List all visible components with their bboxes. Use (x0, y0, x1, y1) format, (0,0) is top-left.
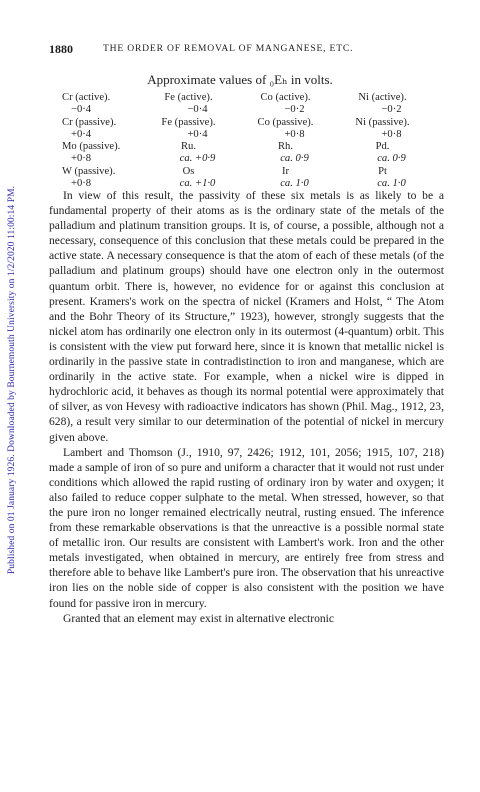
table-cell: +0·4 (187, 128, 208, 140)
table-cell: W (passive). (62, 165, 116, 177)
table-row (62, 92, 452, 104)
table-cell: +0·4 (71, 128, 92, 140)
table-row (62, 129, 452, 141)
table-cell: Pd. (375, 141, 390, 153)
table-cell: Rh. (277, 141, 293, 153)
paragraph: Granted that an element may exist in alternative electronic (63, 611, 335, 625)
table-cell: ca. 0·9 (377, 153, 406, 165)
table-cell: Os (182, 165, 195, 177)
table-cell: +0·8 (71, 178, 92, 190)
download-watermark-text: Published on 01 January 1926. Downloaded by Bournemouth University on 1/2/2020 11:00:14 PM. (7, 185, 17, 575)
table-cell: Cr (active). (62, 92, 111, 103)
running-title: THE ORDER OF REMOVAL OF MANGANESE, ETC. (103, 43, 354, 54)
table-cell: Mo (passive). (62, 141, 121, 153)
table-row (62, 153, 452, 165)
table-row (62, 166, 452, 178)
table-cell: −0·4 (187, 104, 208, 116)
paragraph: Lambert and Thomson (J., 1910, 97, 2426; 1912, 101, 2056; 1915, 107, 218) made a sample of iron of so pure and uniform a character that it would not rust under conditions which allowed the rapid rusting of ordinary iron by water and oxygen; it also failed to reduce copper sulphate to the metal. When stressed, however, so that the pure iron no longer remained electrically neutral, rusting ensued. The inference from these remarkable observations is that the unreactive is a possible normal state of metallic iron. Our results are consistent with Lambert's work. Iron and the other metals investigated, when obtained in mercury, are entirely free from stress and therefore able to behave like Lambert's pure iron. The observation that his unreactive iron lies on the noble side of copper is also consistent with the position we have found for passive iron in mercury. (49, 445, 444, 610)
table-cell: Fe (passive). (161, 116, 216, 128)
table-cell: ca. +0·9 (179, 153, 216, 165)
table-cell: −0·4 (71, 104, 92, 116)
table-cell: −0·2 (284, 104, 305, 116)
table-cell: Co (passive). (257, 116, 314, 128)
table-cell: Ni (passive). (355, 116, 410, 128)
potential-table (62, 92, 452, 190)
table-cell: Pt (378, 165, 387, 177)
table-cell: +0·8 (381, 128, 402, 140)
table-cell: Ru. (180, 141, 196, 153)
paragraph: In view of this result, the passivity of these six metals is as likely to be a fundamental property of their atoms as is the ordinary state of the metals of the palladium and platinum transition groups. It is, of course, a possible, although not a necessary, consequence of this conclusion that these metals could be prepared in the active state. A necessary consequence is that the atom of each of these metals (of the palladium and platinum groups) should have one electron only in the outermost quantum orbit. There is, however, no evidence for or against this conclusion at present. Kramers's work on the spectra of nickel (Kramers and Holst, “ The Atom and the Bohr Theory of its Structure,” 1923), however, strongly suggests that the nickel atom has ordinarily one electron only in its outermost (4-quantum) orbit. This is consistent with the view put forward here, since it is known that metallic nickel is ordinarily in the passive state in contradistinction to iron and manganese, which are ordinarily in the active state. For example, when a nickel wire is dipped in hydrochloric acid, it behaves as though its normal potential were approximately that of silver, as von Hevesy with radioactive indicators has shown (Phil. Mag., 1912, 23, 628), a result very similar to our determination of the potential of nickel in mercury given above. (49, 189, 444, 444)
table-cell: +0·8 (71, 153, 92, 165)
page-number: 1880 (49, 42, 73, 56)
table-cell: ca. 1·0 (377, 178, 406, 190)
page-header (49, 42, 445, 57)
table-row (62, 104, 452, 116)
table-cell: ca. +1·0 (179, 178, 216, 190)
table-cell: +0·8 (284, 128, 305, 140)
table-cell: Ni (active). (358, 92, 407, 103)
table-row (62, 117, 452, 129)
table-row (62, 141, 452, 153)
table-cell: ca. 1·0 (280, 178, 309, 190)
download-watermark (6, 80, 18, 680)
table-cell: Co (active). (260, 92, 311, 103)
table-cell: ca. 0·9 (280, 153, 309, 165)
table-cell: Fe (active). (164, 92, 213, 103)
table-title: Approximate values of ₀Eₕ in volts. (147, 72, 333, 87)
table-cell: −0·2 (381, 104, 402, 116)
body-text (49, 188, 444, 626)
table-cell: Ir (281, 165, 290, 177)
table-cell: Cr (passive). (62, 116, 117, 128)
